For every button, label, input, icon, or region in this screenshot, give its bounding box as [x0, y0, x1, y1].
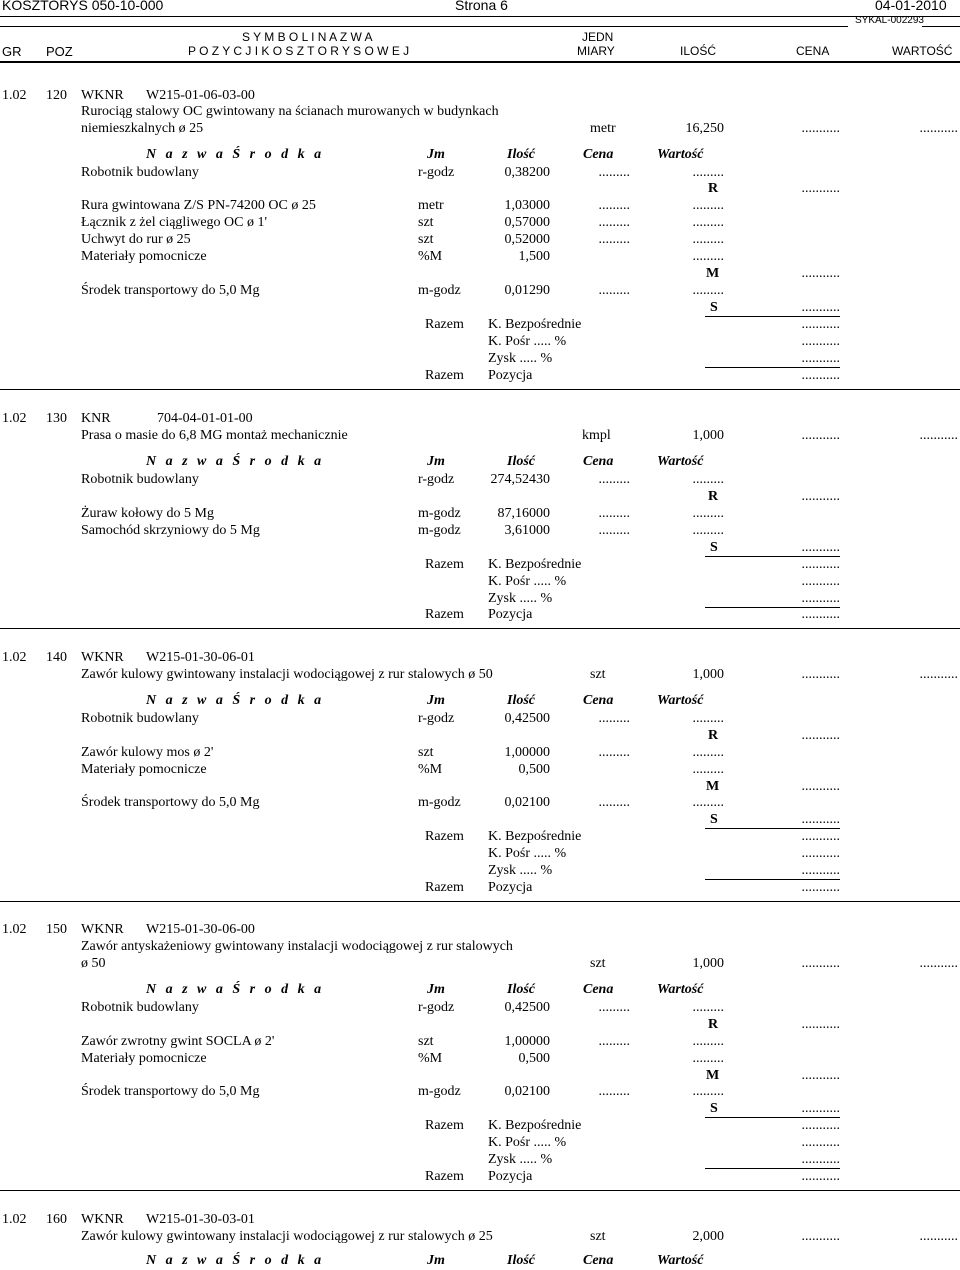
position-code: W215-01-30-06-00: [146, 922, 255, 937]
subtotal-s-label: S: [710, 300, 718, 315]
position-qty: 1,000: [692, 667, 724, 682]
resource-jm: m-godz: [418, 1084, 461, 1099]
resource-jm: r-godz: [418, 165, 455, 180]
position-separator: [0, 901, 960, 902]
position-qty: 1,000: [692, 956, 724, 971]
position-gr: 1.02: [2, 650, 27, 665]
resource-ilosc-header: Ilość: [507, 982, 535, 997]
resource-jm: %M: [418, 762, 443, 777]
indirect-costs-label: K. Pośr ..... %: [488, 846, 567, 861]
resource-wartosc: .........: [692, 1051, 724, 1066]
resource-cena: .........: [598, 472, 630, 487]
resource-cena-header: Cena: [583, 693, 614, 708]
subtotal-s-value: ...........: [705, 299, 840, 317]
indirect-costs-value: ...........: [801, 1135, 840, 1150]
subtotal-r-label: R: [708, 181, 719, 196]
resource-cena-header: Cena: [583, 454, 614, 469]
resource-ilosc-header: Ilość: [507, 147, 535, 162]
column-header-rule: [0, 61, 960, 63]
resource-name: Robotnik budowlany: [81, 1000, 199, 1015]
position-desc: Zawór kulowy gwintowany instalacji wodociągowej z rur stalowych ø 25: [81, 1229, 493, 1244]
position-total-value: ...........: [801, 1169, 840, 1184]
position-catalog: WKNR: [81, 922, 124, 937]
profit-label: Zysk ..... %: [488, 351, 553, 366]
col-wartosc: WARTOŚĆ: [892, 44, 953, 58]
position-separator: [0, 389, 960, 390]
header-rule-2: [0, 26, 848, 27]
col-symbol: S Y M B O L I N A Z W A: [242, 30, 373, 44]
resource-name: Materiały pomocnicze: [81, 1051, 207, 1066]
position-catalog: WKNR: [81, 88, 124, 103]
resource-wartosc: .........: [692, 1034, 724, 1049]
resource-cena: .........: [598, 232, 630, 247]
indirect-costs-value: ...........: [801, 574, 840, 589]
document-title: KOSZTORYS 050-10-000: [2, 0, 164, 13]
position-value: ...........: [919, 428, 958, 443]
position-gr: 1.02: [2, 922, 27, 937]
resource-name: Uchwyt do rur ø 25: [81, 232, 191, 247]
resource-ilosc: 87,16000: [497, 506, 550, 521]
indirect-costs-value: ...........: [801, 334, 840, 349]
resource-name: Środek transportowy do 5,0 Mg: [81, 1084, 260, 1099]
resource-wartosc: .........: [692, 711, 724, 726]
position-unit: metr: [590, 121, 616, 136]
resource-cena-header: Cena: [583, 1253, 614, 1268]
resource-jm: szt: [418, 232, 434, 247]
resource-cena-header: Cena: [583, 982, 614, 997]
position-code: 704-04-01-01-00: [157, 411, 253, 426]
subtotal-s-label: S: [710, 540, 718, 555]
resource-ilosc: 0,01290: [504, 283, 550, 298]
resource-name: Rura gwintowana Z/S PN-74200 OC ø 25: [81, 198, 316, 213]
resource-ilosc: 274,52430: [490, 472, 550, 487]
direct-costs-label: K. Bezpośrednie: [488, 1118, 582, 1133]
resource-jm: szt: [418, 1034, 434, 1049]
resource-cena: .........: [598, 165, 630, 180]
header-rule-3: [922, 26, 960, 27]
resource-ilosc: 1,00000: [504, 745, 550, 760]
resource-name: Środek transportowy do 5,0 Mg: [81, 795, 260, 810]
resource-wartosc: .........: [692, 232, 724, 247]
direct-costs-label: K. Bezpośrednie: [488, 829, 582, 844]
position-unit: szt: [590, 667, 606, 682]
direct-costs-label: K. Bezpośrednie: [488, 317, 582, 332]
resource-name: Środek transportowy do 5,0 Mg: [81, 283, 260, 298]
resource-jm-header: Jm: [427, 1253, 445, 1268]
position-value: ...........: [919, 121, 958, 136]
page-number: Strona 6: [455, 0, 508, 13]
document-code: SYKAL-002293: [855, 15, 924, 26]
resource-name: Łącznik z żel ciągliwego OC ø 1': [81, 215, 268, 230]
subtotal-s-label: S: [710, 812, 718, 827]
resource-ilosc: 0,02100: [504, 1084, 550, 1099]
position-unit: kmpl: [582, 428, 611, 443]
resource-wartosc: .........: [692, 523, 724, 538]
col-miary: MIARY: [577, 44, 615, 58]
position-value: ...........: [919, 956, 958, 971]
resource-cena: .........: [598, 1000, 630, 1015]
position-value: ...........: [919, 1229, 958, 1244]
col-poz: POZ: [46, 44, 73, 59]
position-code: W215-01-06-03-00: [146, 88, 255, 103]
subtotal-m-value: ...........: [801, 266, 840, 281]
resource-jm: %M: [418, 1051, 443, 1066]
col-cena: CENA: [796, 44, 830, 58]
profit-value: ...........: [705, 590, 840, 608]
direct-costs-label: K. Bezpośrednie: [488, 557, 582, 572]
position-price: ...........: [801, 121, 840, 136]
resource-wartosc-header: Wartość: [657, 147, 704, 162]
resource-cena-header: Cena: [583, 147, 614, 162]
col-ilosc: ILOŚĆ: [680, 44, 717, 58]
resource-wartosc: .........: [692, 198, 724, 213]
direct-costs-value: ...........: [801, 1118, 840, 1133]
resource-name: Robotnik budowlany: [81, 165, 199, 180]
resource-jm: m-godz: [418, 523, 461, 538]
position-desc: Prasa o masie do 6,8 MG montaż mechanicznie: [81, 428, 348, 443]
resource-name-header: N a z w a Ś r o d k a: [146, 982, 325, 997]
position-code: W215-01-30-03-01: [146, 1212, 255, 1227]
resource-wartosc: .........: [692, 762, 724, 777]
resource-name: Materiały pomocnicze: [81, 762, 207, 777]
direct-costs-value: ...........: [801, 317, 840, 332]
position-price: ...........: [801, 1229, 840, 1244]
position-qty: 16,250: [685, 121, 724, 136]
razem-label: Razem: [425, 607, 464, 622]
resource-wartosc: .........: [692, 283, 724, 298]
position-separator: [0, 1190, 960, 1191]
direct-costs-value: ...........: [801, 829, 840, 844]
resource-jm: m-godz: [418, 506, 461, 521]
document-date: 04-01-2010: [875, 0, 947, 13]
resource-jm: %M: [418, 249, 443, 264]
resource-ilosc: 0,42500: [504, 1000, 550, 1015]
resource-ilosc: 0,42500: [504, 711, 550, 726]
position-poz: 150: [46, 922, 67, 937]
resource-name-header: N a z w a Ś r o d k a: [146, 147, 325, 162]
resource-wartosc: .........: [692, 165, 724, 180]
resource-name-header: N a z w a Ś r o d k a: [146, 1253, 325, 1268]
subtotal-m-value: ...........: [801, 779, 840, 794]
resource-wartosc-header: Wartość: [657, 982, 704, 997]
subtotal-m-label: M: [706, 266, 720, 281]
resource-ilosc-header: Ilość: [507, 1253, 535, 1268]
resource-jm: metr: [418, 198, 444, 213]
position-catalog: WKNR: [81, 1212, 124, 1227]
resource-wartosc: .........: [692, 472, 724, 487]
resource-name: Materiały pomocnicze: [81, 249, 207, 264]
resource-cena: .........: [598, 198, 630, 213]
resource-wartosc: .........: [692, 506, 724, 521]
resource-cena: .........: [598, 506, 630, 521]
resource-name-header: N a z w a Ś r o d k a: [146, 454, 325, 469]
page-header: [0, 0, 960, 16]
position-qty: 2,000: [692, 1229, 724, 1244]
subtotal-s-value: ...........: [705, 811, 840, 829]
resource-name: Zawór zwrotny gwint SOCLA ø 2': [81, 1034, 275, 1049]
resource-wartosc-header: Wartość: [657, 1253, 704, 1268]
resource-ilosc: 0,500: [518, 762, 550, 777]
profit-label: Zysk ..... %: [488, 1152, 553, 1167]
position-total-label: Pozycja: [488, 880, 533, 895]
position-poz: 130: [46, 411, 67, 426]
resource-wartosc-header: Wartość: [657, 454, 704, 469]
profit-value: ...........: [705, 862, 840, 880]
position-total-label: Pozycja: [488, 607, 533, 622]
indirect-costs-value: ...........: [801, 846, 840, 861]
position-poz: 160: [46, 1212, 67, 1227]
resource-cena: .........: [598, 711, 630, 726]
position-total-value: ...........: [801, 880, 840, 895]
position-catalog: KNR: [81, 411, 111, 426]
resource-cena: .........: [598, 1084, 630, 1099]
resource-name: Zawór kulowy mos ø 2': [81, 745, 214, 760]
resource-jm: r-godz: [418, 711, 455, 726]
razem-label: Razem: [425, 1169, 464, 1184]
razem-label: Razem: [425, 557, 464, 572]
indirect-costs-label: K. Pośr ..... %: [488, 334, 567, 349]
position-total-label: Pozycja: [488, 368, 533, 383]
razem-label: Razem: [425, 368, 464, 383]
resource-wartosc: .........: [692, 249, 724, 264]
resource-jm: r-godz: [418, 472, 455, 487]
resource-jm-header: Jm: [427, 147, 445, 162]
profit-value: ...........: [705, 350, 840, 368]
col-gr: GR: [2, 44, 22, 59]
indirect-costs-label: K. Pośr ..... %: [488, 574, 567, 589]
position-price: ...........: [801, 428, 840, 443]
subtotal-r-label: R: [708, 728, 719, 743]
subtotal-r-value: ...........: [801, 489, 840, 504]
position-qty: 1,000: [692, 428, 724, 443]
resource-wartosc: .........: [692, 1000, 724, 1015]
position-gr: 1.02: [2, 411, 27, 426]
razem-label: Razem: [425, 1118, 464, 1133]
position-catalog: WKNR: [81, 650, 124, 665]
resource-jm: m-godz: [418, 795, 461, 810]
header-rule: [0, 16, 960, 17]
resource-wartosc: .........: [692, 745, 724, 760]
resource-cena: .........: [598, 745, 630, 760]
resource-jm: szt: [418, 215, 434, 230]
col-jedn: JEDN: [582, 30, 614, 44]
razem-label: Razem: [425, 829, 464, 844]
position-total-label: Pozycja: [488, 1169, 533, 1184]
position-gr: 1.02: [2, 88, 27, 103]
resource-jm: m-godz: [418, 283, 461, 298]
resource-ilosc: 3,61000: [504, 523, 550, 538]
subtotal-m-label: M: [706, 779, 720, 794]
position-desc: Zawór antyskażeniowy gwintowany instalacji wodociągowej z rur stalowych: [81, 939, 513, 954]
resource-ilosc: 0,500: [518, 1051, 550, 1066]
position-gr: 1.02: [2, 1212, 27, 1227]
resource-ilosc: 1,500: [518, 249, 550, 264]
resource-cena: .........: [598, 523, 630, 538]
subtotal-s-value: ...........: [705, 539, 840, 557]
subtotal-r-label: R: [708, 489, 719, 504]
position-price: ...........: [801, 956, 840, 971]
subtotal-m-value: ...........: [801, 1068, 840, 1083]
resource-name-header: N a z w a Ś r o d k a: [146, 693, 325, 708]
position-value: ...........: [919, 667, 958, 682]
resource-wartosc: .........: [692, 215, 724, 230]
resource-ilosc: 1,03000: [504, 198, 550, 213]
resource-cena: .........: [598, 1034, 630, 1049]
position-separator: [0, 628, 960, 629]
position-desc: Zawór kulowy gwintowany instalacji wodociągowej z rur stalowych ø 50: [81, 667, 493, 682]
resource-wartosc: .........: [692, 1084, 724, 1099]
subtotal-r-value: ...........: [801, 728, 840, 743]
position-code: W215-01-30-06-01: [146, 650, 255, 665]
resource-wartosc-header: Wartość: [657, 693, 704, 708]
position-poz: 120: [46, 88, 67, 103]
position-unit: szt: [590, 1229, 606, 1244]
resource-jm: szt: [418, 745, 434, 760]
resource-ilosc: 0,38200: [504, 165, 550, 180]
profit-label: Zysk ..... %: [488, 591, 553, 606]
subtotal-r-value: ...........: [801, 1017, 840, 1032]
resource-wartosc: .........: [692, 795, 724, 810]
subtotal-m-label: M: [706, 1068, 720, 1083]
position-total-value: ...........: [801, 368, 840, 383]
col-pozycji: P O Z Y C J I K O S Z T O R Y S O W E J: [188, 44, 410, 58]
resource-jm-header: Jm: [427, 982, 445, 997]
resource-ilosc: 0,52000: [504, 232, 550, 247]
subtotal-r-value: ...........: [801, 181, 840, 196]
position-price: ...........: [801, 667, 840, 682]
resource-cena: .........: [598, 795, 630, 810]
resource-ilosc-header: Ilość: [507, 693, 535, 708]
resource-jm: r-godz: [418, 1000, 455, 1015]
resource-jm-header: Jm: [427, 693, 445, 708]
resource-cena: .........: [598, 283, 630, 298]
position-desc-2: niemieszkalnych ø 25: [81, 121, 204, 136]
profit-value: ...........: [705, 1151, 840, 1169]
position-desc: Rurociąg stalowy OC gwintowany na ścianach murowanych w budynkach: [81, 104, 499, 119]
subtotal-s-label: S: [710, 1101, 718, 1116]
resource-cena: .........: [598, 215, 630, 230]
direct-costs-value: ...........: [801, 557, 840, 572]
resource-name: Żuraw kołowy do 5 Mg: [81, 506, 214, 521]
razem-label: Razem: [425, 317, 464, 332]
resource-name: Robotnik budowlany: [81, 472, 199, 487]
position-desc-2: ø 50: [81, 956, 106, 971]
resource-name: Robotnik budowlany: [81, 711, 199, 726]
position-total-value: ...........: [801, 607, 840, 622]
subtotal-s-value: ...........: [705, 1100, 840, 1118]
resource-name: Samochód skrzyniowy do 5 Mg: [81, 523, 260, 538]
indirect-costs-label: K. Pośr ..... %: [488, 1135, 567, 1150]
resource-ilosc-header: Ilość: [507, 454, 535, 469]
resource-ilosc: 0,57000: [504, 215, 550, 230]
profit-label: Zysk ..... %: [488, 863, 553, 878]
resource-ilosc: 1,00000: [504, 1034, 550, 1049]
resource-ilosc: 0,02100: [504, 795, 550, 810]
subtotal-r-label: R: [708, 1017, 719, 1032]
position-unit: szt: [590, 956, 606, 971]
resource-jm-header: Jm: [427, 454, 445, 469]
razem-label: Razem: [425, 880, 464, 895]
position-poz: 140: [46, 650, 67, 665]
